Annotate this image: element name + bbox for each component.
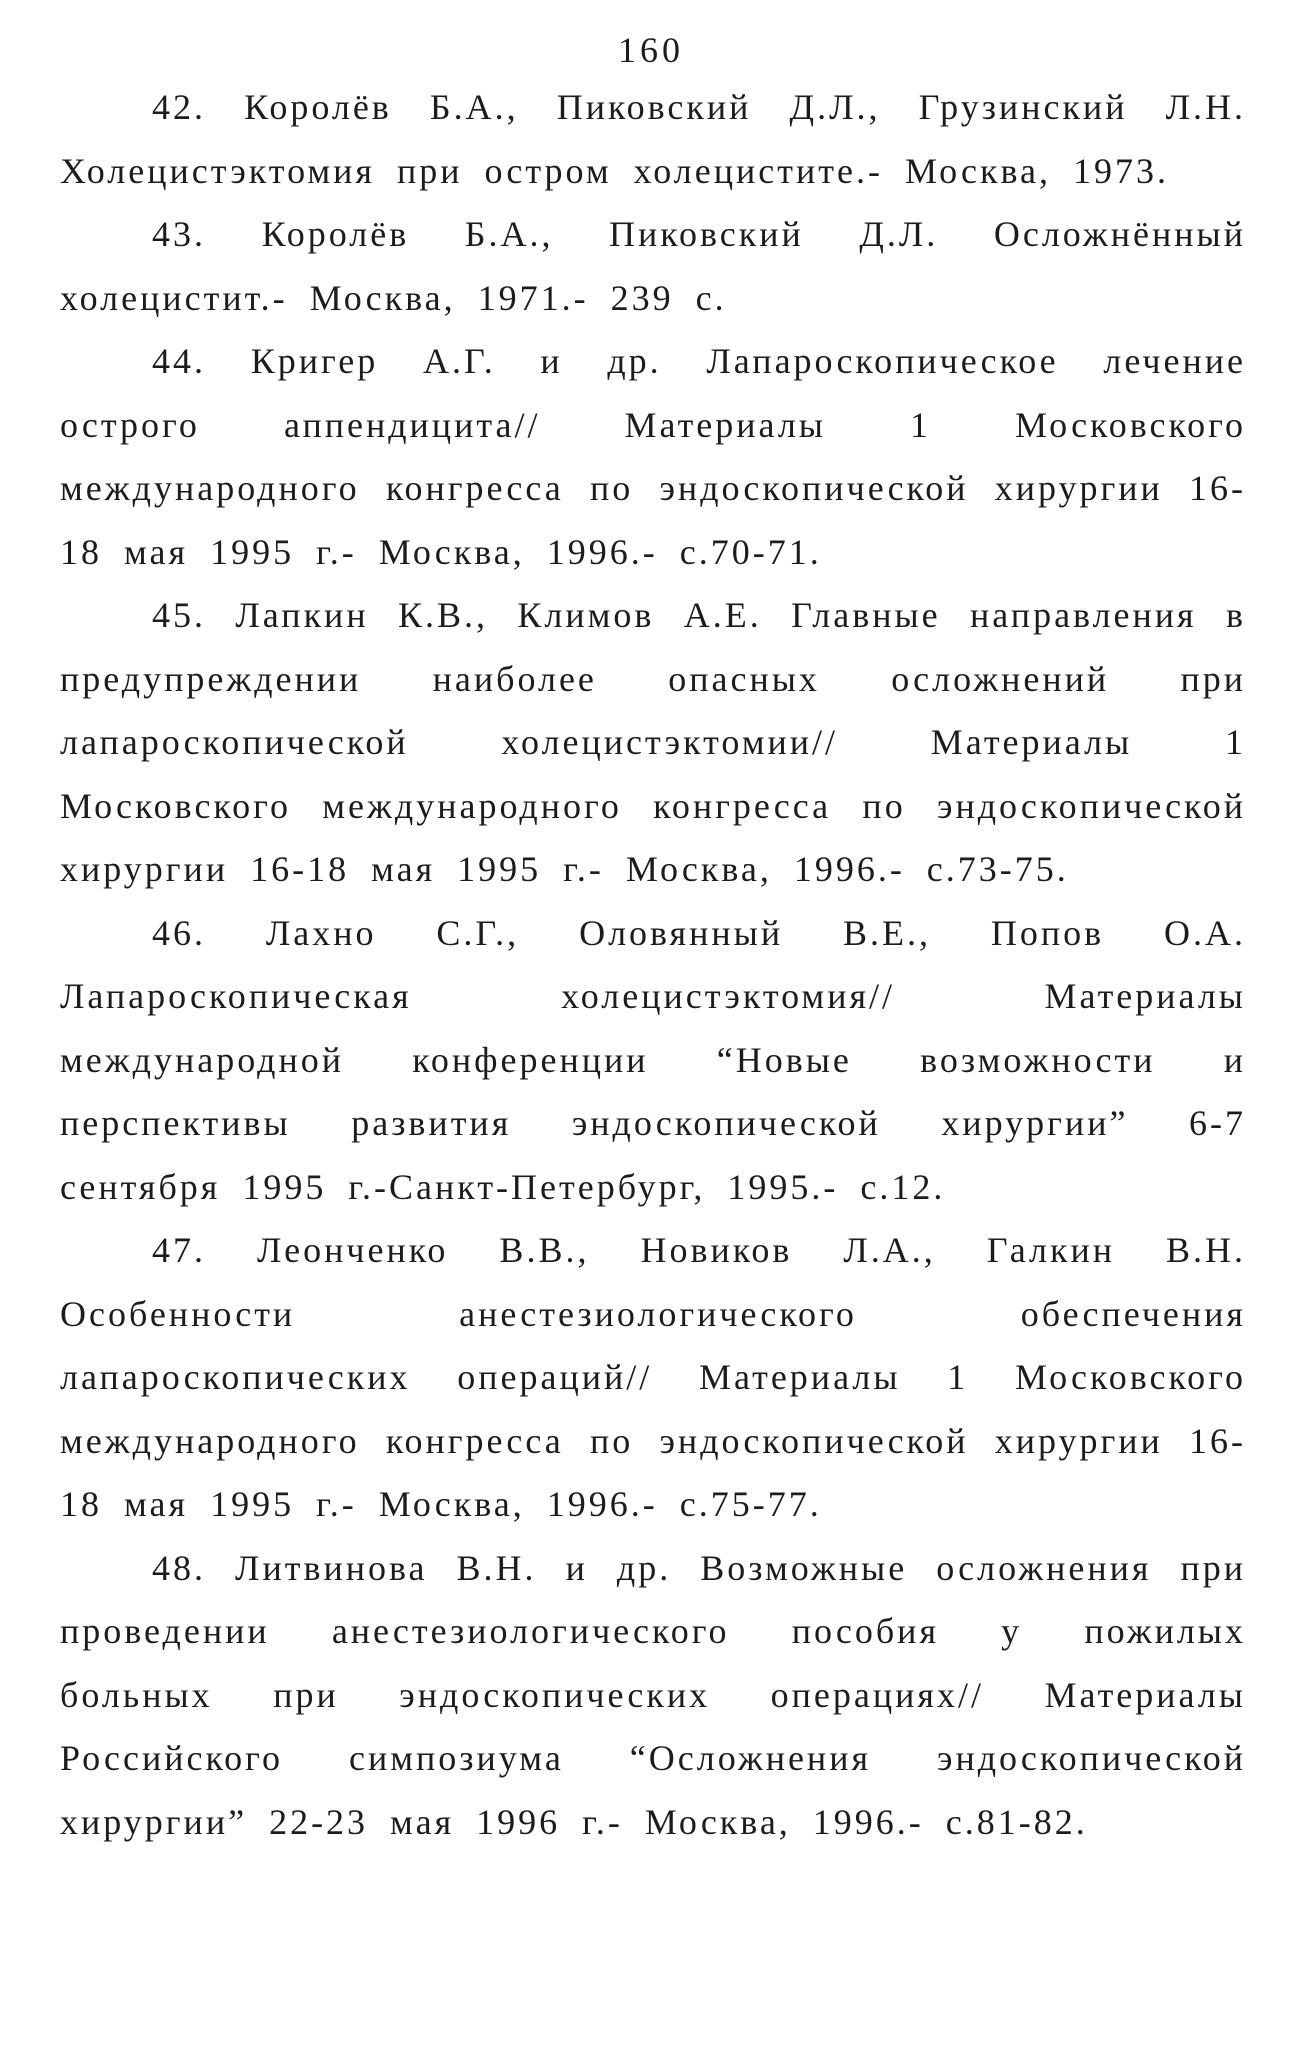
page-number: 160 xyxy=(618,30,684,70)
reference-item-42: 42. Королёв Б.А., Пиковский Д.Л., Грузинский Л.Н. Холецистэктомия при остром холецистите.- Москва, 1973. xyxy=(60,87,1246,191)
reference-item-43: 43. Королёв Б.А., Пиковский Д.Л. Осложнённый холецистит.- Москва, 1971.- 239 с. xyxy=(60,214,1246,318)
reference-item-47: 47. Леонченко В.В., Новиков Л.А., Галкин В.Н. Особенности анестезиологического обеспечения лапароскопических операций// Материалы 1 Московского международного конгресса по эндоскопической хирургии 16-18 мая 1995 г.- Москва, 1996.- с.75-77. xyxy=(60,1230,1246,1524)
reference-list xyxy=(60,76,1246,1854)
reference-item-46: 46. Лахно С.Г., Оловянный В.Е., Попов О.А. Лапароскопическая холецистэктомия// Материалы международной конференции “Новые возможности и перспективы развития эндоскопической хирургии” 6-7 сентября 1995 г.-Санкт-Петербург, 1995.- с.12. xyxy=(60,912,1246,1207)
reference-item-48: 48. Литвинова В.Н. и др. Возможные осложнения при проведении анестезиологического пособия у пожилых больных при эндоскопических операциях// Материалы Российского симпозиума “Осложнения эндоскопической хирургии” 22-23 мая 1996 г.- Москва, 1996.- с.81-82. xyxy=(60,1547,1246,1842)
reference-item-45: 45. Лапкин К.В., Климов А.Е. Главные направления в предупреждении наиболее опасных осложнений при лапароскопической холецистэктомии// Материалы 1 Московского международного конгресса по эндоскопической хирургии 16-18 мая 1995 г.- Москва, 1996.- с.73-75. xyxy=(60,595,1246,889)
reference-item-44: 44. Кригер А.Г. и др. Лапароскопическое лечение острого аппендицита// Материалы 1 Московского международного конгресса по эндоскопической хирургии 16-18 мая 1995 г.- Москва, 1996.- с.70-71. xyxy=(60,341,1246,572)
